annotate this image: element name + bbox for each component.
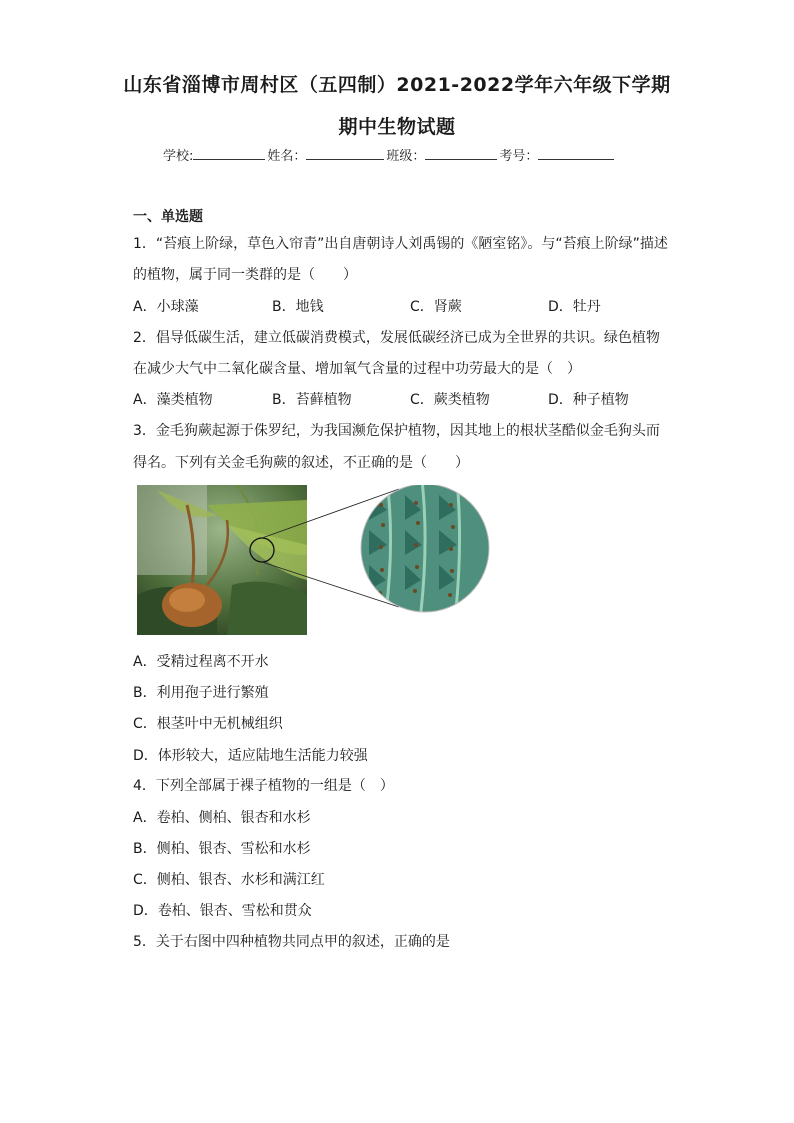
exam-title-line-2: 期中生物试题 <box>338 116 456 138</box>
student-info-row <box>163 145 616 164</box>
section-title: 一、单选题 <box>133 209 203 225</box>
question-1-line-1: 1．“苔痕上阶绿，草色入帘青”出自唐朝诗人刘禹锡的《陋室铭》。与“苔痕上阶绿”描述 <box>133 236 668 252</box>
question-3-line-2: 得名。下列有关金毛狗蕨的叙述，不正确的是（ ） <box>133 455 469 471</box>
fern-photo <box>137 485 307 635</box>
number-label: 考号： <box>499 149 539 164</box>
exam-title-line-1: 山东省淄博市周村区（五四制）2021-2022学年六年级下学期 <box>123 74 671 96</box>
question-3-option-a[interactable]: A．受精过程离不开水 <box>133 654 269 670</box>
school-label: 学校: <box>163 149 194 164</box>
question-1-option-a[interactable]: A．小球藻 <box>133 299 199 315</box>
question-3-option-d[interactable]: D．体形较大，适应陆地生活能力较强 <box>133 748 368 764</box>
question-4-option-b[interactable]: B．侧柏、银杏、雪松和水杉 <box>133 841 311 857</box>
question-4-option-d[interactable]: D．卷柏、银杏、雪松和贯众 <box>133 903 312 919</box>
question-3-option-c[interactable]: C．根茎叶中无机械组织 <box>133 716 283 732</box>
question-3-option-b[interactable]: B．利用孢子进行繁殖 <box>133 685 269 701</box>
class-blank[interactable] <box>425 147 497 160</box>
name-label: 姓名： <box>267 149 307 164</box>
question-1-option-d[interactable]: D．牡丹 <box>548 299 601 315</box>
class-label: 班级： <box>386 149 426 164</box>
name-blank[interactable] <box>306 147 384 160</box>
question-5-line-1: 5．关于右图中四种植物共同点甲的叙述，正确的是 <box>133 934 450 950</box>
question-1-option-c[interactable]: C．肾蕨 <box>410 299 462 315</box>
number-blank[interactable] <box>538 147 614 160</box>
question-4-option-a[interactable]: A．卷柏、侧柏、银杏和水杉 <box>133 810 311 826</box>
question-2-line-1: 2．倡导低碳生活，建立低碳消费模式，发展低碳经济已成为全世界的共识。绿色植物 <box>133 330 660 346</box>
magnified-sori <box>361 485 491 620</box>
question-1-line-2: 的植物，属于同一类群的是（ ） <box>133 267 357 283</box>
question-2-line-2: 在减少大气中二氧化碳含量、增加氧气含量的过程中功劳最大的是（ ） <box>133 361 581 377</box>
question-2-option-d[interactable]: D．种子植物 <box>548 392 629 408</box>
fern-figure <box>137 485 507 635</box>
question-4-line-1: 4．下列全部属于裸子植物的一组是（ ） <box>133 778 394 794</box>
question-4-option-c[interactable]: C．侧柏、银杏、水杉和满江红 <box>133 872 325 888</box>
school-blank[interactable] <box>193 147 265 160</box>
question-2-option-b[interactable]: B．苔藓植物 <box>272 392 352 408</box>
question-2-option-a[interactable]: A．藻类植物 <box>133 392 213 408</box>
question-1-option-b[interactable]: B．地钱 <box>272 299 324 315</box>
question-2-option-c[interactable]: C．蕨类植物 <box>410 392 490 408</box>
question-3-line-1: 3．金毛狗蕨起源于侏罗纪，为我国濒危保护植物，因其地上的根状茎酷似金毛狗头而 <box>133 423 660 439</box>
